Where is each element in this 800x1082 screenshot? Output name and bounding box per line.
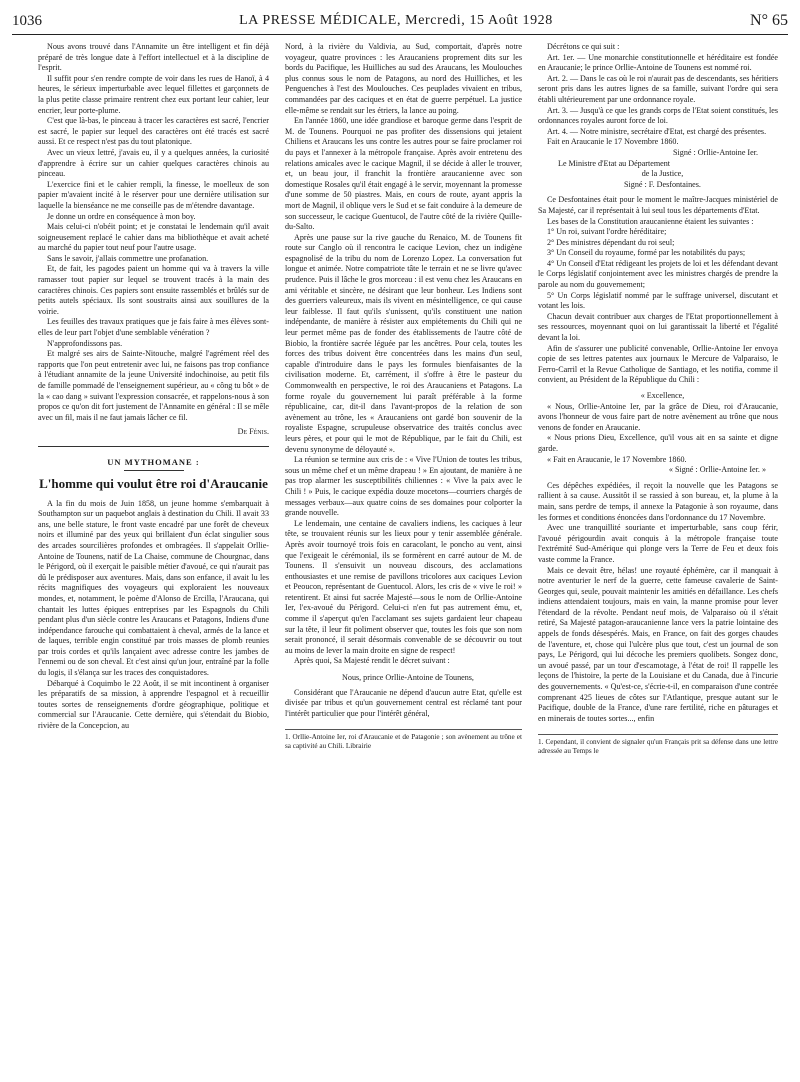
page-header (12, 8, 788, 35)
paragraph: Décrétons ce qui suit : (547, 42, 620, 51)
author-signature: De Fénis. (237, 427, 269, 437)
page-number: 1036 (12, 12, 42, 29)
section-divider (38, 446, 269, 447)
list-item: 1° Un roi, suivant l'ordre héréditaire; (547, 227, 667, 237)
letter-line: « Nous prions Dieu, Excellence, qu'il vous ait en sa sainte et digne garde. (538, 433, 778, 453)
paragraph: Avec un vieux lettré, j'avais eu, il y a quelques années, la curiosité d'apprendre à écrire sur un cahier quelques caractères chinois au pinceau. (38, 147, 269, 179)
paragraph: Il suffit pour s'en rendre compte de voir dans les rues de Hanoï, à 4 heures, le sérieux imperturbable avec lequel fillettes et garçonnets de la plus petite classe primaire rentrent chez eux portant leur cahier, leur encrier, leur porte-plume. (38, 73, 269, 115)
issue-number: N° 65 (750, 12, 788, 29)
journal-title: LA PRESSE MÉDICALE, Mercredi, 15 Août 1928 (239, 13, 553, 28)
decree-article: Art. 1er. — Une monarchie constitutionnelle et héréditaire est fondée en Araucanie; le prince Orllie-Antoine de Tounens est nommé roi. (538, 52, 778, 73)
paragraph: Afin de s'assurer une publicité convenable, Orllie-Antoine Ier envoya copie de ses lettres patentes aux journaux le Mercure de Valparaiso, le Ferro-Carril et la Revue Catholique de Santiago, et les notifia, comme il convient, au Président de la République du Chili : (538, 343, 778, 385)
column-2 (285, 42, 522, 1072)
paragraph: Considérant que l'Araucanie ne dépend d'aucun autre Etat, qu'elle est divisée par tribus et qu'un gouvernement central est réclamé tant pour l'intérêt particulier que pour l'intérêt général, (285, 687, 522, 718)
article-kicker: UN MYTHOMANE : (107, 456, 200, 467)
minister-line: de la Justice, (641, 169, 684, 179)
list-item: 4° Un Conseil d'Etat rédigeant les projets de loi et les défendant devant le Corps législatif conjointement avec les ministres chargés de prendre la parole au nom du gouvernement; (538, 258, 778, 290)
paragraph: Avec une tranquillité souriante et imperturbable, sans coup férir, l'avoué périgourdin avait conquis à la métropole française toute l'extrémité Sud-Amérique qui plonge vers la Terre de Feu et deux fois vaste comme la France. (538, 523, 778, 564)
paragraph: Mais ce devait être, hélas! une royauté éphémère, car il manquait à notre aventurier le nerf de la guerre, cette fameuse cavalerie de Saint-Georges qui, seule, pouvait maintenir les amitiés en défaillance. Les chefs indiens attendaient toujours, mais en vain, la manne promise pour lever l'étendard de la révolte. Pendant neuf mois, de Valparaiso où il s'était retiré, Sa Majesté patagon-araucanienne lance vers la patrie lointaine des appels de fonds désespérés. Mais, en France, on fait des gorges chaudes de l'aventure, et, chose qui l'ulcère plus que tout, c'est un journal de son pays, Le Périgord, qui lui décoche les premiers quolibets. Songez donc, un avoué passé, par un tour d'escamotage, à l'état de roi! Il rappelle les leçons de l'histoire, la perte de la Louisiane et du Canada, due à l'incurie des gouvernements. « Qu'est-ce, s'écrie-t-il, en comparaison d'une contrée comprenant 425 lieues de côtes sur l'Atlantique, presque autant sur le Pacifique, double de la France, d'une rare fertilité, riche en pâturages et en minerais de toutes sortes..., enfin (538, 565, 778, 723)
paragraph: Ce Desfontaines était pour le moment le maître-Jacques ministériel de Sa Majesté, car il représentait à lui seul tous les départements d'Etat. (538, 195, 778, 215)
paragraph: Je donne un ordre en conséquence à mon boy. (47, 211, 196, 221)
paragraph: Sans le savoir, j'allais commettre une profanation. (47, 253, 209, 263)
decree-article: Art. 4. — Notre ministre, secrétaire d'Etat, est chargé des présentes. (547, 126, 767, 136)
paragraph: Nous avons trouvé dans l'Annamite un être intelligent et fin déjà préparé de très longue date à l'effort intellectuel et à la discipline de l'esprit. (38, 42, 269, 73)
decree-article: Art. 2. — Dans le cas où le roi n'aurait pas de descendants, ses héritiers seront pris dans les autres lignes de sa famille, suivant l'ordre qui sera établi ultérieurement par une ordonnance royale. (538, 73, 778, 104)
footnote: 1. Orllie-Antoine Ier, roi d'Araucanie et de Patagonie ; son avènement au trône et sa captivité au Chili. Librairie (285, 729, 522, 751)
footnote: 1. Cependant, il convient de signaler qu'un Français prit sa défense dans une lettre adressée au Temps le (538, 734, 778, 756)
paragraph: Nord, à la rivière du Valdivia, au Sud, comportait, d'après notre voyageur, quatre provinces : les Araucaniens proprement dits sur les bords du Pacifique, les Huilliches au sud des Araucans, les Moulouches plus connus sous le nom de Patagons, au nord des Huilliches, et les Penguenches à l'est des Moulouches. Ces peuplades vivaient en tribus, commandées par des caciques et en état de guerre perpétuel. La justice elle-même se rendait sur les étriers, la lance au poing. (285, 42, 522, 115)
paragraph: Les feuilles des travaux pratiques que je fais faire à mes élèves sont-elles de leur part l'objet d'une semblable vénération ? (38, 317, 269, 338)
paragraph: A la fin du mois de Juin 1858, un jeune homme s'embarquait à Southampton sur un paquebot anglais à destination du Chili. Il avait 33 ans, une belle stature, le front vaste encadré par une forêt de cheveux noirs et illuminé par des yeux qui brillaient d'un éclat singulier sous des arcades sourcilières profondes et ombragées. Il s'appelait Orllie-Antoine de Tounens, natif de La Chaise, commune de Chourgnac, dans le Périgord, où il exerçait le paisible métier d'avoué, ce qui n'aurait pas dû le prédisposer aux aventures. Mais, dans son enfance, il avait lu les récits magnifiques des voyageurs qui exploraient les nouveaux mondes, et, notamment, le poème d'Alonso de Ercilla, l'Araucana, qui chantait les luttes épiques entreprises par les Espagnols du Chili pendant plus d'un siècle contre les Araucans et Patagons, Indiens d'une indépendance farouche qui combattaient à cheval, armés de la lance et de laques, terrible engin constitué par trois masses de plomb reunies par trois cordes et qu'ils lançaient avec adresse contre les jambes de l'ennemi ou de son cheval. Et c'est ainsi qu'un jour, entraîné par la folle du logis, il s'élança sur les traces des conquistadores. (38, 498, 269, 678)
king-signature: Signé : Orllie-Antoine Ier. (673, 147, 758, 157)
column-1 (38, 42, 269, 1072)
decree-heading: Nous, prince Orllie-Antoine de Tounens, (342, 673, 474, 683)
paragraph: Mais celui-ci n'obéit point; et je constatai le lendemain qu'il avait soigneusement replacé le cahier dans ma bibliothèque et avait acheté au marché du papier tout neuf pour l'autre usage. (38, 222, 269, 253)
paragraph: Fait en Araucanie le 17 Novembre 1860. (547, 137, 679, 147)
minister-signature: Signé : F. Desfontaines. (624, 179, 701, 189)
list-item: 5° Un Corps législatif nommé par le suffrage universel, discutant et votant les lois. (538, 290, 778, 311)
paragraph: L'exercice fini et le cahier rempli, la finesse, le moelleux de son papier m'avaient incité à le réserver pour une dernière utilisation sur laquelle la bienséance ne me conseille pas de m'étendre davantage. (38, 179, 269, 210)
paragraph: Ces dépêches expédiées, il reçoit la nouvelle que les Patagons se rallient à sa cause. Aussitôt il se rassied à son bureau, et, la plume à la main, sans perdre de temps, il annexe la Patagonie à son royaume, dans les formes et conditions énoncées dans l'ordonnance du 17 Novembre. (538, 480, 778, 522)
letter-line: « Excellence, (640, 391, 685, 400)
paragraph: Les bases de la Constitution araucanienne étaient les suivantes : (547, 216, 754, 226)
paragraph: La réunion se termine aux cris de : « Vive l'Union de toutes les tribus, sous un même chef et un même drapeau ! » En ajoutant, de manière à ne pas trop alarmer les susceptibilités chiliennes : « Vive la paix avec le Chili ! » Puis, le cacique expédia douze mocetons—courriers chargés de messages verbaux—aux quatre coins de ses domaines pour colporter la grande nouvelle. (285, 455, 522, 518)
column-3 (538, 42, 778, 1072)
paragraph: Après quoi, Sa Majesté rendit le décret suivant : (294, 656, 450, 666)
kicker-rule (124, 470, 184, 471)
letter-signature: « Signé : Orllie-Antoine Ier. » (668, 465, 766, 475)
paragraph: Et, de fait, les pagodes paient un homme qui va à travers la ville ramasser tout papier sur lequel se trouvent tracés à la main des caractères chinois. Ces papiers sont ensuite rassemblés et brûlés sur de petits autels spéciaux. Ils sont soustraits ainsi aux souillures de la voirie. (38, 264, 269, 316)
paragraph: Débarqué à Coquimbo le 22 Août, il se mit incontinent à organiser les préparatifs de sa mission, à apprendre l'espagnol et à recueillir toutes sortes de renseignements d'ordre géographique, politique et commercial sur l'Araucanie. Cette dernière, qui s'étendait du Biobio, rivière de la Concepcion, au (38, 678, 269, 731)
paragraph: N'approfondissons pas. (47, 338, 123, 348)
decree-article: Art. 3. — Jusqu'à ce que les grands corps de l'Etat soient constitués, les ordonnances royales auront force de loi. (538, 105, 778, 126)
paragraph: C'est que là-bas, le pinceau à tracer les caractères est sacré, l'encrier est sacré, le papier sur lequel des caractères ont été tracés est sacré aussi. Et ce respect n'est pas du tout platonique. (38, 116, 269, 147)
paragraph: Et malgré ses airs de Sainte-Nitouche, malgré l'agrément réel des rapports que l'on peut entretenir avec lui, ne faisons pas trop confiance à l'étudiant annamite de la jeune Université indochinoise, au petit fils de famille pommadé de l'enseignement supérieur, au « công tu bôt » de la « cao dang » suivant l'expression consacrée, et rappelons-nous à son propos ce qu'on dit fort justement de l'Annamite en général : Il se mêle avec un fil, mais il ne faut jamais lâcher ce fil. (38, 349, 269, 422)
paragraph: Après une pause sur la rive gauche du Renaico, M. de Tounens fit route sur Canglo où il rencontra le cacique Levion, chez un indigène espagnolisé de la tribu du nom de Lorenzo Lopez. La conversation fut longue et animée. Notre compatriote tâte le terrain et ne se livre qu'avec prudence. Puis il lâche le gros morceau : il est venu chez les Araucans en ami véritable et sincère, ne désirant que leur bonheur. Les Indiens sont des guerriers valeureux, mais ils vivent en mésintelligence, ce qui cause leur faiblesse. Il faut qu'ils s'unissent, qu'ils constituent une nation indépendante, de manière à résister aux empiétements du Chili qui ne leur permet même pas de fonder des établissements de l'autre côté de Biobio, la frontière sacrée léguée par les ancêtres. Pour cela, toutes les forces des tribus doivent être concentrées dans les mains d'un seul, capable d'introduire dans le pays les formules bienfaisantes de la civilisation moderne. Et, carrément, il s'offre à être le pasteur du Commonwealth en perspective, le roi des Araucaniens et Patagons. La forme royale du gouvernement lui paraît préférable à la forme républicaine, car, dit-il dans l'avant-propos de la relation de son avènement au trône, les « Araucaniens ont gardé bon souvenir de la royaliste Espagne, scrupuleuse observatrice des traités conclus avec leurs pères, et pour qui le mot de République, par le fait du Chili, est devenu synonyme de déloyauté ». (285, 232, 522, 454)
article-title: L'homme qui voulut être roi d'Araucanie (39, 475, 268, 491)
letter-line: « Nous, Orllie-Antoine Ier, par la grâce de Dieu, roi d'Araucanie, avons l'honneur de vous faire part de notre avènement au trône que nous venons de fonder en Araucanie. (538, 401, 778, 432)
paragraph: En l'année 1860, une idée grandiose et baroque germe dans l'esprit de M. de Tounens. Pourquoi ne pas profiter des dissensions qui jetaient Chiliens et Araucans les uns contre les autres pour se faire proclamer roi du pays et l'annexer à la métropole française. Après avoir entretenu des relations amicales avec le cacique Magnil, il se décide à aller le trouver, et, un beau jour, il franchit la frontière araucanienne avec son domestique Rosales qu'il était engagé à le servir, moyennant la promesse d'une somme de 50 piastres. Mais, en cours de route, ayant appris la mort de Magnil, il oblique vers le Sud et se fait conduire à la demeure de son successeur, le cacique Guentucol, de l'autre côté de la rivière Quille-du-Salto. (285, 116, 522, 232)
paragraph: Chacun devait contribuer aux charges de l'Etat proportionnellement à ses ressources, moyennant quoi on lui garantissait la liberté et l'égalité devant la loi. (538, 311, 778, 343)
letter-line: « Fait en Araucanie, le 17 Novembre 1860. (547, 454, 687, 464)
list-item: 3° Un Conseil du royaume, formé par les notabilités du pays; (547, 248, 746, 258)
list-item: 2° Des ministres dépendant du roi seul; (547, 237, 675, 247)
paragraph: Le lendemain, une centaine de cavaliers indiens, les caciques à leur tête, se trouvaient réunis sur les lieux pour y tenir assemblée générale. Après avoir tournoyé trois fois en caracolant, le poncho au vent, ainsi que l'exigeait le cérémonial, ils se formèrent en carré autour de M. de Tounens. Il s'ensuivit un nouveau discours, des acclamations enthousiastes et une remise de pavillons tricolores aux caciques Levion et Peoucon, représentant de Guentucol. Alors, les cris de « vive le roi! » retentirent. Et ainsi fut sacrée Majesté—sous le nom de Orllie-Antoine Ier, l'ex-avoué du Périgord. Celui-ci n'en fut pas autrement ému, et, comme il s'aperçut qu'en l'acclamant ses sujets gardaient leur chapeau sur la tête, il leur fit poliment observer que, toutes les fois que son nom serait prononcé, il serait désormais convenable de se découvrir ou tout au moins de lever la main droite en signe de respect! (285, 518, 522, 655)
minister-line: Le Ministre d'Etat au Département (558, 158, 671, 168)
